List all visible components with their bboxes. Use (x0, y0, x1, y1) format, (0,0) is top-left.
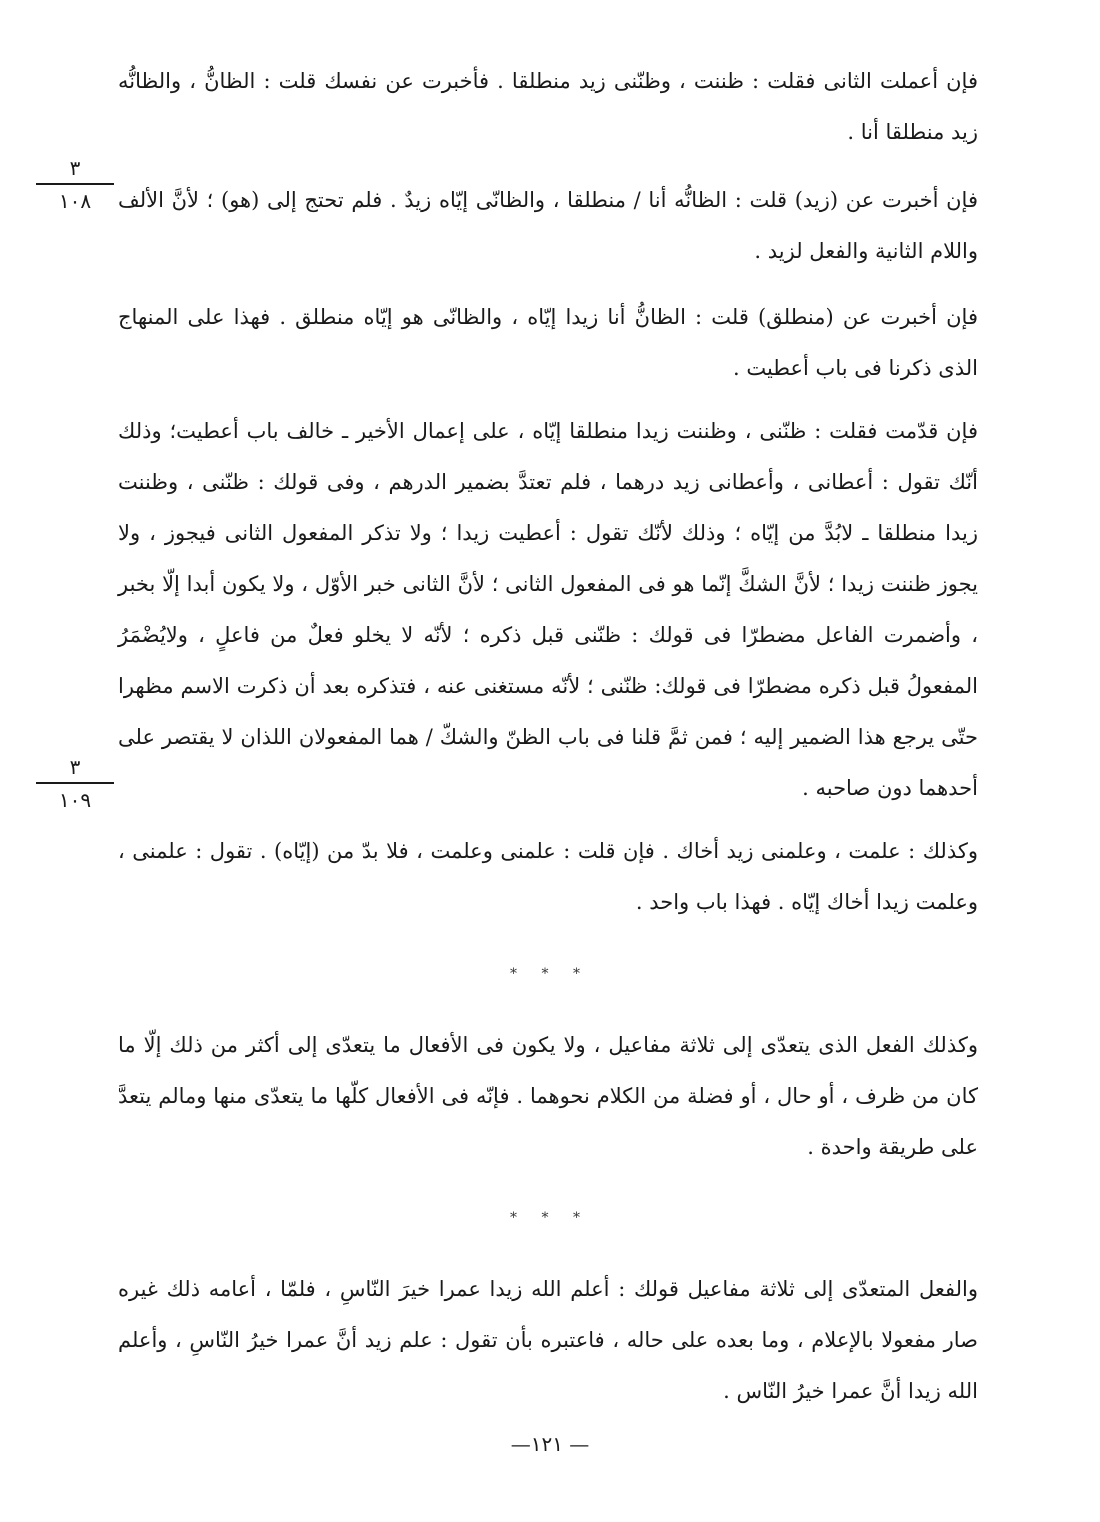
paragraph (118, 406, 978, 814)
margin-page-reference (32, 156, 118, 213)
paragraph-text: فإن قدّمت فقلت : ظنّنى ، وظننت زيدا منطلقا إيّاه ، على إعمال الأخير ـ خالف باب أعطيت؛ وذلك أنّك تقول : أعطانى ، وأعطانى زيد درهما ، فلم تعتدَّ بضمير الدرهم ، وفى قولك : ظنّنى ، وظننت زيدا منطلقا ـ لابُدَّ من إيّاه ؛ وذلك لأنّك تقول : أعطيت زيدا ؛ ولا تذكر المفعول الثانى فيجوز ، ولا يجوز ظننت زيدا ؛ لأنَّ الشكَّ إنّما هو فى المفعول الثانى ؛ لأنَّ الثانى خبر الأوّل ، ولا يكون أبدا إلّا بخبر ، وأضمرت الفاعل مضطرّا فى قولك : ظنّنى قبل ذكره ؛ لأنّه لا يخلو فعلٌ من فاعلٍ ، ولايُضْمَرُ المفعولُ قبل ذكره مضطرّا فى قولك: ظنّنى ؛ لأنّه مستغنى عنه ، فتذكره بعد أن ذكرت الاسم مظهرا حتّى يرجع هذا الضمير إليه ؛ فمن ثمَّ قلنا فى باب الظنّ والشكّ / هما المفعولان اللذان لا يقتصر على أحدهما دون صاحبه . (118, 419, 978, 800)
section-separator: * * * (510, 1210, 590, 1226)
paragraph-text: والفعل المتعدّى إلى ثلاثة مفاعيل قولك : أعلم الله زيدا عمرا خيرَ النّاسِ ، فلمّا ، أعامه ذلك غيره صار مفعولا بالإعلام ، وما بعده على حاله ، فاعتبره بأن تقول : علم زيد أنَّ عمرا خيرُ النّاسِ ، وأعلم الله زيدا أنَّ عمرا خيرُ النّاس . (118, 1277, 978, 1403)
margin-ref-rule (36, 782, 114, 784)
paragraph-text: فإن أخبرت عن (زيد) قلت : الظانُّه أنا / منطلقا ، والظانّى إيّاه زيدٌ . فلم تحتج إلى (هو) ؛ لأنَّ الألف واللام الثانية والفعل لزيد . (118, 188, 978, 263)
paragraph (118, 1020, 978, 1173)
section-separator: * * * (510, 966, 590, 982)
margin-ref-bottom: ١٠٨ (58, 189, 92, 213)
margin-page-reference (32, 755, 118, 812)
paragraph-text: وكذلك الفعل الذى يتعدّى إلى ثلاثة مفاعيل ، ولا يكون فى الأفعال ما يتعدّى إلى أكثر من ذلك إلّا ما كان من ظرف ، أو حال ، أو فضلة من الكلام نحوهما . فإنّه فى الأفعال كلّها ما يتعدّى منها ومالم يتعدَّ على طريقة واحدة . (118, 1033, 978, 1159)
paragraph (118, 56, 978, 158)
page-number: —١٢١ — (510, 1432, 590, 1456)
paragraph-text: وكذلك : علمت ، وعلمنى زيد أخاك . فإن قلت : علمنى وعلمت ، فلا بدّ من (إيّاه) . تقول : علمنى ، وعلمت زيدا أخاك إيّاه . فهذا باب واحد . (118, 839, 978, 914)
margin-ref-bottom: ١٠٩ (58, 788, 92, 812)
margin-ref-top: ٣ (69, 156, 81, 180)
paragraph-text: فإن أعملت الثانى فقلت : ظننت ، وظنّنى زيد منطلقا . فأخبرت عن نفسك قلت : الظانُّ ، والظانُّه زيد منطلقا أنا . (118, 69, 978, 144)
paragraph (118, 1264, 978, 1417)
paragraph (118, 826, 978, 928)
paragraph-text: فإن أخبرت عن (منطلق) قلت : الظانُّ أنا زيدا إيّاه ، والظانّى هو إيّاه منطلق . فهذا على المنهاج الذى ذكرنا فى باب أعطيت . (118, 305, 978, 380)
paragraph (118, 292, 978, 394)
margin-ref-top: ٣ (69, 755, 81, 779)
paragraph (118, 175, 978, 277)
margin-ref-rule (36, 183, 114, 185)
